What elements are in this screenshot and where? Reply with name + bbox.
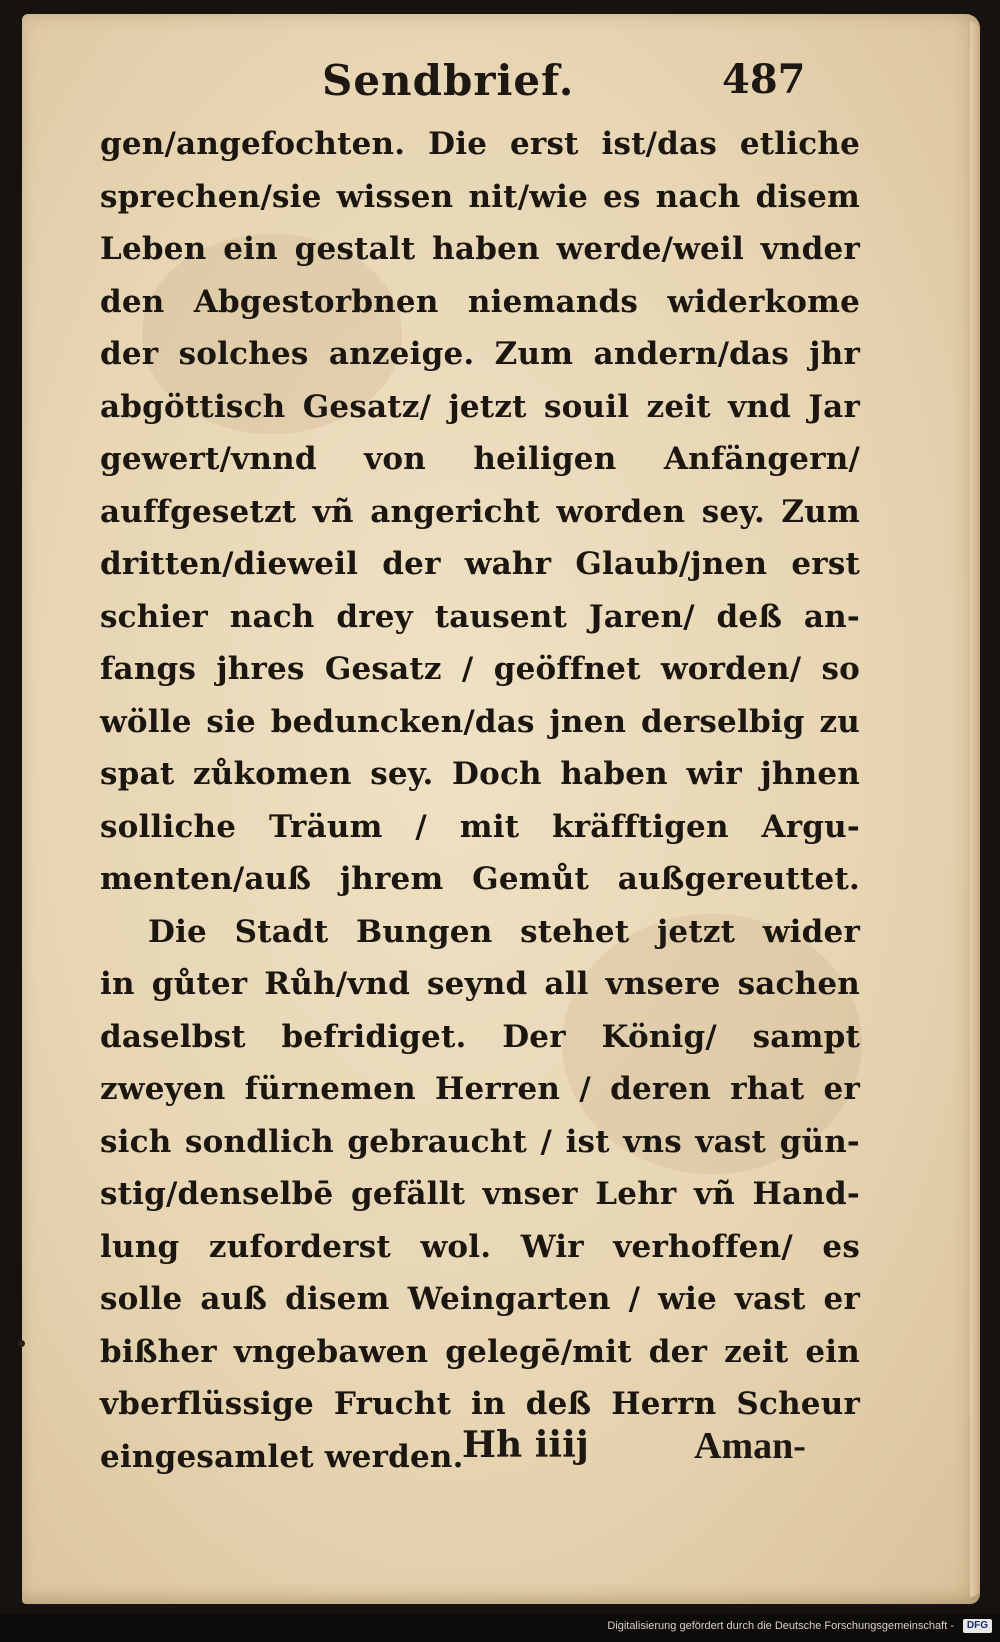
- text-line: sprechen/sie wissen nit/wie es nach disem: [100, 178, 860, 215]
- dfg-logo: DFG: [963, 1619, 992, 1633]
- text-line: den Abgestorbnen niemands widerkome: [100, 283, 860, 320]
- text-line: gen/angefochten. Die erst ist/das etliche: [100, 126, 860, 162]
- text-line: abgöttisch Gesatz/ jetzt souil zeit vnd Jar: [100, 388, 860, 425]
- paragraph-start-line: Die Stadt Bungen stehet jetzt wider: [148, 913, 860, 950]
- text-line: gewert/vnnd von heiligen Anfängern/: [100, 441, 860, 477]
- body-text: [100, 118, 860, 1483]
- text-line: der solches anzeige. Zum andern/das jhr: [100, 336, 860, 372]
- text-line: bißher vngebawen gelegē/mit der zeit ein: [100, 1333, 860, 1370]
- text-line: daselbst befridiget. Der König/ sampt: [100, 1018, 860, 1055]
- text-line: dritten/dieweil der wahr Glaub/jnen erst: [100, 546, 860, 582]
- page-edge: [970, 22, 980, 1597]
- text-line: zweyen fürnemen Herren / deren rhat er: [100, 1071, 860, 1107]
- text-line: wölle sie beduncken/das jnen derselbig zu: [100, 703, 860, 740]
- text-line: in gůter Růh/vnd seynd all vnsere sachen: [100, 966, 860, 1002]
- text-line: menten/auß jhrem Gemůt außgereuttet.: [100, 861, 860, 897]
- text-line: sich sondlich gebraucht / ist vns vast gün-: [100, 1123, 860, 1160]
- signature-mark: Hh iiij: [462, 1424, 589, 1466]
- text-line: fangs jhres Gesatz / geöffnet worden/ so: [100, 651, 860, 687]
- credit-bar: [0, 1614, 1000, 1642]
- text-line: Leben ein gestalt haben werde/weil vnder: [100, 231, 860, 267]
- margin-mark: [18, 1340, 25, 1347]
- text-line: auffgesetzt vñ angericht worden sey. Zum: [100, 493, 860, 530]
- text-line: solle auß disem Weingarten / wie vast er: [100, 1281, 860, 1317]
- text-line: vberflüssige Frucht in deß Herrn Scheur: [100, 1386, 860, 1422]
- text-line: spat zůkomen sey. Doch haben wir jhnen: [100, 756, 860, 792]
- text-line: stig/denselbē gefällt vnser Lehr vñ Hand-: [100, 1176, 860, 1212]
- text-line: lung zuforderst wol. Wir verhoffen/ es: [100, 1228, 860, 1265]
- page-header: [22, 56, 980, 116]
- text-line: eingesamlet werden.: [100, 1438, 464, 1475]
- running-head: Sendbrief.: [322, 56, 575, 105]
- text-line: solliche Träum / mit kräfftigen Argu-: [100, 808, 860, 845]
- funding-credit: Digitalisierung gefördert durch die Deutsche Forschungsgemeinschaft -: [607, 1620, 954, 1632]
- book-page: [22, 14, 980, 1604]
- catchword: Aman-: [694, 1425, 806, 1467]
- text-line: schier nach drey tausent Jaren/ deß an-: [100, 598, 860, 635]
- page-number: 487: [722, 56, 806, 103]
- page-footer: [22, 1424, 980, 1484]
